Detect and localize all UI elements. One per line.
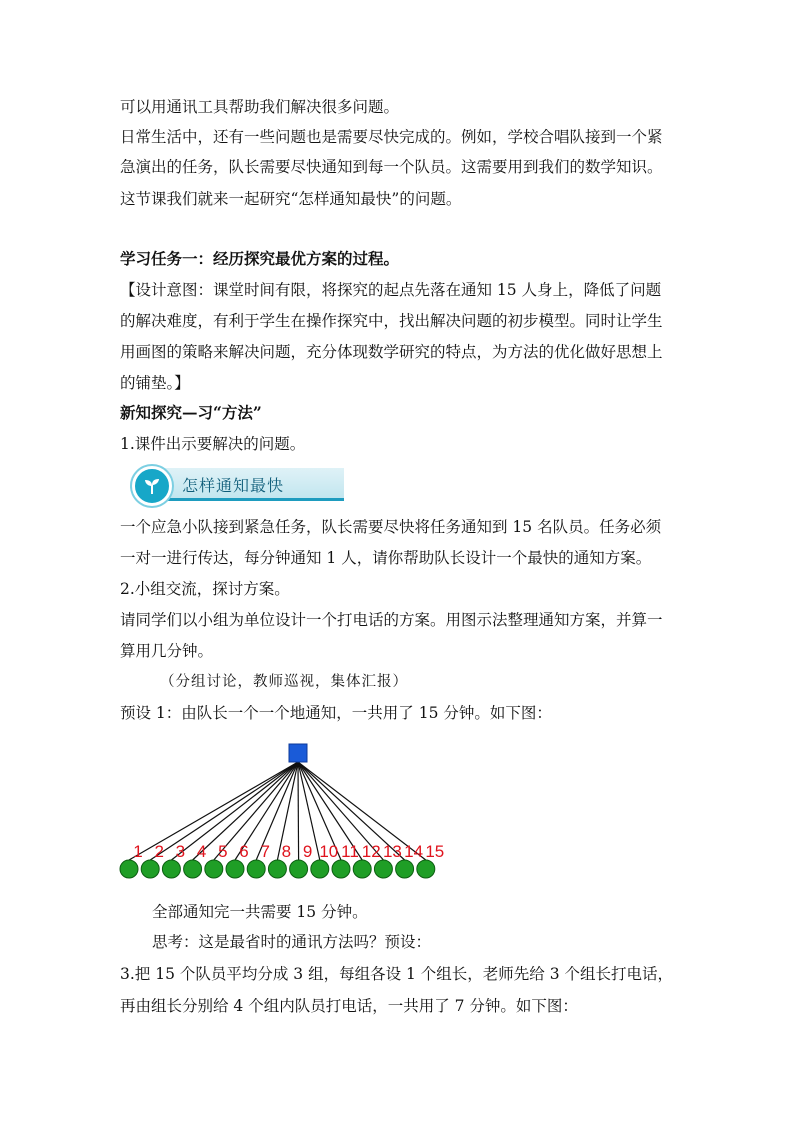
leaf-node-member [268, 860, 286, 878]
member-number-label: 4 [196, 842, 207, 861]
member-number-label: 5 [218, 842, 228, 861]
summary-line: 全部通知完一共需要 15 分钟。 [152, 903, 368, 921]
member-number-label: 8 [281, 842, 292, 861]
step-1: 1.课件出示要解决的问题。 [120, 435, 306, 453]
connector-line [298, 762, 299, 860]
notification-tree-diagram [110, 735, 490, 885]
member-number-label: 2 [154, 842, 164, 861]
leaf-node-member [226, 860, 244, 878]
leaf-node-member [141, 860, 159, 878]
paragraph-line: 急演出的任务，队长需要尽快通知到每一个队员。这需要用到我们的数学知识。 [120, 158, 663, 176]
leaf-node-member [417, 860, 435, 878]
member-number-label: 15 [425, 842, 445, 861]
question-banner [120, 464, 346, 504]
leaf-node-member [332, 860, 350, 878]
step-3-line: 再由组长分别给 4 个组内队员打电话，一共用了 7 分钟。如下图： [120, 997, 578, 1015]
design-intent-line: 用画图的策略来解决问题，充分体现数学研究的特点，为方法的优化做好思想上 [120, 343, 663, 361]
member-number-label: 13 [382, 842, 402, 861]
paragraph-line: 日常生活中，还有一些问题也是需要尽快完成的。例如，学校合唱队接到一个紧 [120, 128, 663, 146]
member-number-label: 10 [319, 842, 339, 861]
leaf-node-member [205, 860, 223, 878]
connector-line [171, 762, 298, 860]
root-node-captain [289, 744, 307, 762]
member-number-label: 6 [239, 842, 249, 861]
problem-line: 一对一进行传达，每分钟通知 1 人，请你帮助队长设计一个最快的通知方案。 [120, 549, 652, 567]
member-number-label: 14 [404, 842, 424, 861]
leaf-node-member [162, 860, 180, 878]
leaf-node-member [247, 860, 265, 878]
sprout-icon [132, 466, 172, 506]
member-number-label: 3 [175, 842, 186, 861]
leaf-node-member [184, 860, 202, 878]
banner-title: 怎样通知最快 [182, 476, 285, 495]
step-3-line: 3.把 15 个队员平均分成 3 组，每组各设 1 个组长，老师先给 3 个组长打电话， [120, 965, 674, 983]
teacher-note: （分组讨论，教师巡视，集体汇报） [160, 674, 408, 690]
design-intent-line: 的铺垫。】 [120, 374, 190, 392]
leaf-node-member [353, 860, 371, 878]
leaf-node-member [120, 860, 138, 878]
task-title: 学习任务一：经历探究最优方案的过程。 [120, 249, 400, 268]
leaf-node-member [374, 860, 392, 878]
requirement-line: 请同学们以小组为单位设计一个打电话的方案。用图示法整理通知方案，并算一 [120, 611, 663, 629]
step-2: 2.小组交流，探讨方案。 [120, 580, 290, 598]
leaf-node-member [290, 860, 308, 878]
section-heading: 新知探究—习“方法” [120, 403, 262, 422]
leaf-node-member [396, 860, 414, 878]
paragraph-line: 这节课我们就来一起研究“怎样通知最快”的问题。 [120, 190, 462, 208]
leaf-node-member [311, 860, 329, 878]
member-number-label: 12 [361, 842, 381, 861]
member-number-label: 1 [133, 842, 143, 861]
problem-line: 一个应急小队接到紧急任务，队长需要尽快将任务通知到 15 名队员。任务必须 [120, 518, 662, 536]
think-line: 思考：这是最省时的通讯方法吗？预设： [152, 933, 432, 951]
member-number-label: 7 [260, 842, 270, 861]
member-number-label: 11 [341, 842, 359, 861]
preset-1: 预设 1：由队长一个一个地通知，一共用了 15 分钟。如下图： [120, 704, 552, 722]
requirement-line: 算用几分钟。 [120, 642, 214, 660]
design-intent-line: 【设计意图：课堂时间有限，将探究的起点先落在通知 15 人身上，降低了问题 [120, 281, 662, 299]
member-number-label: 9 [302, 842, 313, 861]
paragraph-intro: 可以用通讯工具帮助我们解决很多问题。 [120, 98, 400, 116]
design-intent-line: 的解决难度，有利于学生在操作探究中，找出解决问题的初步模型。同时让学生 [120, 312, 663, 330]
